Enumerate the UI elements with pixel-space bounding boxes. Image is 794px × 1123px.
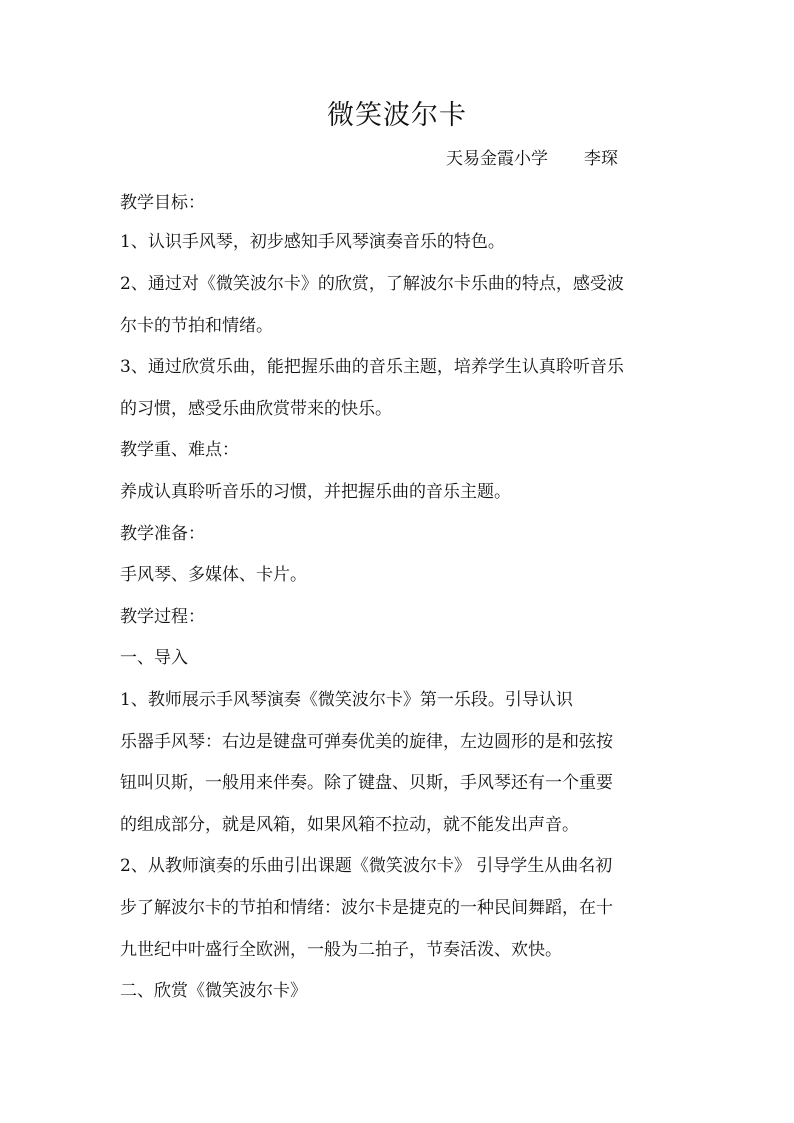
paragraph-line: 1、教师展示手风琴演奏《微笑波尔卡》第一乐段。引导认识 (120, 690, 573, 710)
paragraph-line: 九世纪中叶盛行全欧洲，一般为二拍子，节奏活泼、欢快。 (120, 940, 562, 960)
paragraph-line: 步了解波尔卡的节拍和情绪：波尔卡是捷克的一种民间舞蹈，在十 (120, 898, 613, 918)
subsection-heading-intro: 一、导入 (120, 648, 188, 668)
author-line (446, 146, 618, 172)
paragraph-line: 的习惯，感受乐曲欣赏带来的快乐。 (120, 399, 392, 419)
section-heading-preparation: 教学准备： (120, 524, 205, 544)
school-name: 天易金霞小学 (446, 149, 548, 169)
paragraph-line: 3、通过欣赏乐曲，能把握乐曲的音乐主题，培养学生认真聆听音乐 (120, 357, 624, 377)
paragraph-line: 手风琴、多媒体、卡片。 (120, 565, 307, 585)
section-heading-process: 教学过程： (120, 607, 205, 627)
paragraph-line: 1、认识手风琴，初步感知手风琴演奏音乐的特色。 (120, 232, 505, 252)
paragraph-line: 2、从教师演奏的乐曲引出课题《微笑波尔卡》 引导学生从曲名初 (120, 856, 613, 876)
paragraph-line: 养成认真聆听音乐的习惯，并把握乐曲的音乐主题。 (120, 482, 511, 502)
paragraph-line: 2、通过对《微笑波尔卡》的欣赏，了解波尔卡乐曲的特点，感受波 (120, 274, 624, 294)
paragraph-line: 尔卡的节拍和情绪。 (120, 316, 273, 336)
author-name: 李琛 (584, 149, 618, 169)
document-title: 微笑波尔卡 (327, 100, 467, 131)
paragraph-line: 的组成部分，就是风箱，如果风箱不拉动，就不能发出声音。 (120, 815, 579, 835)
section-heading-objectives: 教学目标： (120, 193, 205, 213)
subsection-heading-appreciation: 二、欣赏《微笑波尔卡》 (120, 981, 307, 1001)
paragraph-line: 乐器手风琴：右边是键盘可弹奏优美的旋律，左边圆形的是和弦按 (120, 732, 613, 752)
section-heading-key-points: 教学重、难点： (120, 440, 239, 460)
paragraph-line: 钮叫贝斯，一般用来伴奏。除了键盘、贝斯，手风琴还有一个重要 (120, 773, 613, 793)
